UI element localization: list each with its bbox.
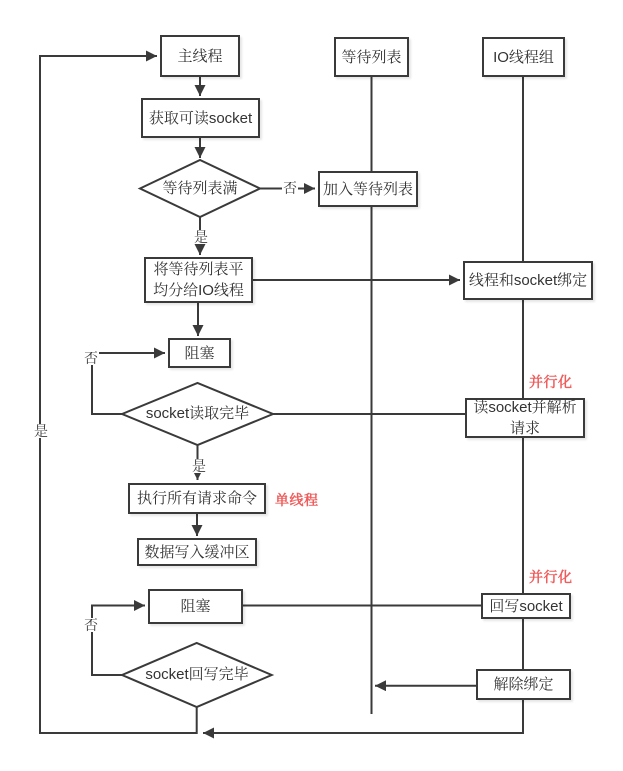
node-execute-all-commands: 执行所有请求命令 bbox=[128, 483, 266, 514]
node-read-socket-parse-request: 读socket并解析请求 bbox=[465, 398, 585, 438]
node-write-data-to-buffer: 数据写入缓冲区 bbox=[137, 538, 257, 566]
node-block-2: 阻塞 bbox=[148, 589, 243, 624]
edge-label-no-1: 否 bbox=[283, 180, 297, 196]
node-write-back-socket: 回写socket bbox=[481, 593, 571, 619]
node-io-thread-group: IO线程组 bbox=[482, 37, 565, 77]
node-main-thread: 主线程 bbox=[160, 35, 240, 77]
annotation-parallelized-write: 并行化 bbox=[529, 569, 573, 585]
annotation-single-thread: 单线程 bbox=[275, 492, 319, 508]
annotation-parallelized-read: 并行化 bbox=[529, 374, 573, 390]
node-waiting-list: 等待列表 bbox=[334, 37, 409, 77]
node-get-readable-socket: 获取可读socket bbox=[141, 98, 260, 138]
edge-label-yes-1: 是 bbox=[194, 229, 208, 245]
decision-waiting-list-full-label: 等待列表满 bbox=[162, 179, 238, 197]
decision-socket-writeback-done-label: socket回写完毕 bbox=[145, 666, 249, 683]
edge-label-no-2: 否 bbox=[84, 350, 98, 366]
edge-label-yes-loop: 是 bbox=[34, 423, 48, 439]
edge-label-yes-2: 是 bbox=[192, 458, 206, 474]
node-join-waiting-list: 加入等待列表 bbox=[318, 171, 418, 207]
edge-label-no-3: 否 bbox=[84, 617, 98, 633]
node-block-1: 阻塞 bbox=[168, 338, 231, 368]
node-bind-thread-socket: 线程和socket绑定 bbox=[463, 261, 593, 300]
decision-socket-read-done-label: socket读取完毕 bbox=[145, 405, 250, 422]
node-distribute-to-io-threads: 将等待列表平均分给IO线程 bbox=[144, 257, 253, 303]
node-unbind: 解除绑定 bbox=[476, 669, 571, 700]
